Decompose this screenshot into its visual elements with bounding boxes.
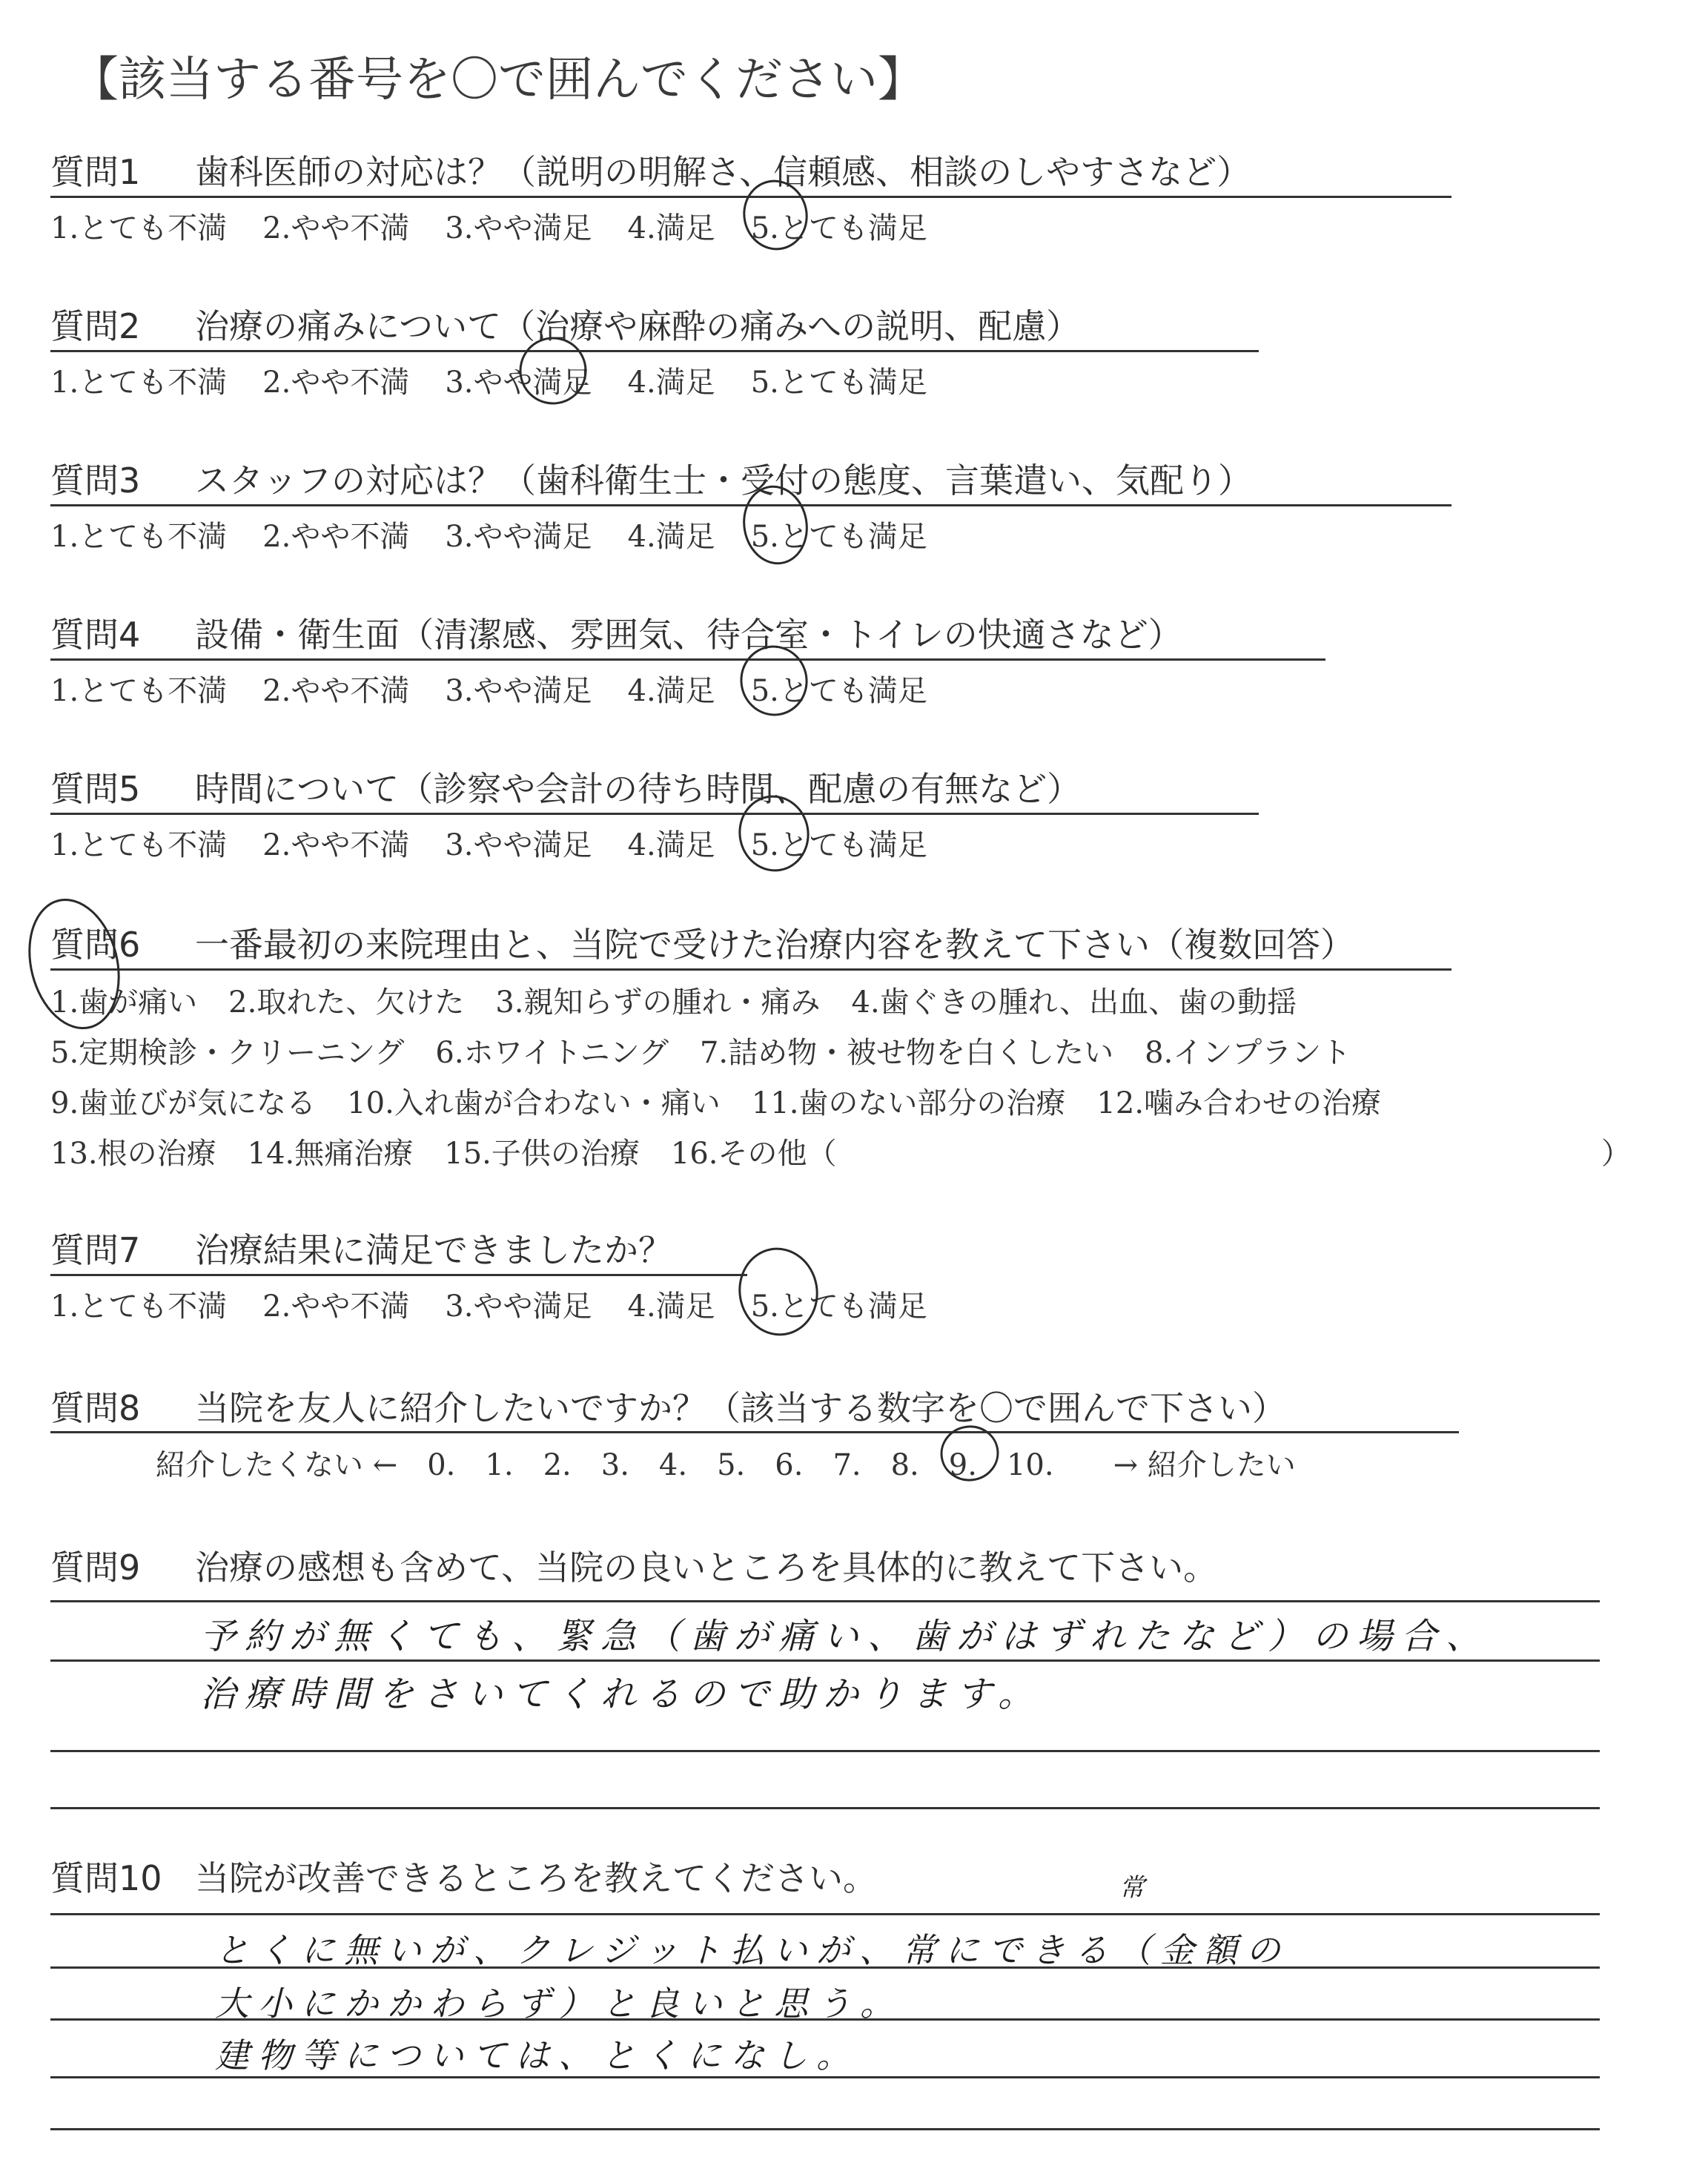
q4-option-2[interactable]: 2.やや不満 bbox=[262, 674, 410, 708]
q7-underline bbox=[50, 1274, 747, 1276]
q6-option[interactable]: 9.歯並びが気になる bbox=[50, 1086, 317, 1120]
q6-option[interactable]: 10.入れ歯が合わない・痛い bbox=[347, 1086, 721, 1120]
q3-option-2[interactable]: 2.やや不満 bbox=[262, 520, 410, 554]
q6-option[interactable]: 4.歯ぐきの腫れ、出血、歯の動揺 bbox=[851, 985, 1297, 1020]
q6-option[interactable]: 1.歯が痛い bbox=[50, 985, 198, 1020]
q8-scale-value[interactable]: 5. bbox=[717, 1448, 746, 1482]
q7-option-4[interactable]: 4.満足 bbox=[627, 1289, 715, 1324]
q2-options bbox=[50, 359, 963, 401]
q3-option-1[interactable]: 1.とても不満 bbox=[50, 520, 228, 554]
q10-number: 質問10 bbox=[50, 1858, 162, 1898]
q1-number: 質問1 bbox=[50, 152, 141, 192]
q3-underline bbox=[50, 504, 1452, 506]
q9-writing-line bbox=[50, 1659, 1600, 1662]
q7-option-1[interactable]: 1.とても不満 bbox=[50, 1289, 228, 1324]
q1-title bbox=[50, 145, 1251, 194]
q8-underline bbox=[50, 1431, 1459, 1433]
q2-option-4[interactable]: 4.満足 bbox=[627, 366, 715, 400]
q4-title bbox=[50, 608, 1182, 657]
q4-number: 質問4 bbox=[50, 615, 141, 655]
q2-option-3[interactable]: 3.やや満足 bbox=[445, 366, 592, 400]
q5-option-4[interactable]: 4.満足 bbox=[627, 828, 715, 862]
q3-options bbox=[50, 513, 963, 555]
q7-option-5[interactable]: 5.とても満足 bbox=[750, 1289, 927, 1324]
q10-correction: 常 bbox=[1119, 1873, 1145, 1903]
q6-option[interactable]: 7.詰め物・被せ物を白くしたい bbox=[699, 1036, 1114, 1070]
q8-scale-value[interactable]: 0. bbox=[427, 1448, 456, 1482]
q4-option-1[interactable]: 1.とても不満 bbox=[50, 674, 228, 708]
q6-option[interactable]: 15.子供の治療 bbox=[444, 1137, 640, 1171]
q1-option-3[interactable]: 3.やや満足 bbox=[445, 211, 592, 245]
q7-text: 治療結果に満足できましたか？ bbox=[195, 1230, 672, 1270]
q6-number: 質問6 bbox=[50, 925, 141, 965]
q10-writing-line bbox=[50, 1913, 1600, 1915]
q9-writing-line bbox=[50, 1600, 1600, 1602]
q8-scale-value[interactable]: 3. bbox=[600, 1448, 629, 1482]
q10-title bbox=[50, 1852, 877, 1900]
q6-other-close: ） bbox=[1601, 1137, 1631, 1171]
q6-option[interactable]: 5.定期検診・クリーニング bbox=[50, 1036, 405, 1070]
q2-underline bbox=[50, 350, 1259, 352]
q6-option[interactable]: 8.インプラント bbox=[1145, 1036, 1351, 1070]
q5-option-1[interactable]: 1.とても不満 bbox=[50, 828, 228, 862]
q9-text: 治療の感想も含めて、当院の良いところを具体的に教えて下さい。 bbox=[195, 1548, 1218, 1588]
q3-text: スタッフの対応は？（歯科衛生士・受付の態度、言葉遣い、気配り） bbox=[195, 460, 1252, 501]
q6-text: 一番最初の来院理由と、当院で受けた治療内容を教えて下さい（複数回答） bbox=[195, 925, 1354, 965]
q8-title bbox=[50, 1381, 1286, 1430]
q1-underline bbox=[50, 196, 1452, 198]
q10-answer-line-3: 建物等については、とくになし。 bbox=[215, 2035, 860, 2075]
q1-option-5[interactable]: 5.とても満足 bbox=[750, 211, 927, 245]
q4-options bbox=[50, 667, 963, 710]
q3-option-3[interactable]: 3.やや満足 bbox=[445, 520, 592, 554]
q5-text: 時間について（診察や会計の待ち時間、配慮の有無など） bbox=[195, 769, 1082, 809]
q6-option[interactable]: 2.取れた、欠けた bbox=[228, 985, 465, 1020]
q7-option-2[interactable]: 2.やや不満 bbox=[262, 1289, 410, 1324]
q2-text: 治療の痛みについて（治療や麻酔の痛みへの説明、配慮） bbox=[195, 306, 1081, 346]
q8-scale-value[interactable]: 10. bbox=[1006, 1448, 1054, 1482]
q6-option[interactable]: 13.根の治療 bbox=[50, 1137, 216, 1171]
q4-text: 設備・衛生面（清潔感、雰囲気、待合室・トイレの快適さなど） bbox=[195, 615, 1182, 655]
q4-underline bbox=[50, 658, 1325, 661]
q4-option-4[interactable]: 4.満足 bbox=[627, 674, 715, 708]
q8-low-label: 紹介したくない ← bbox=[156, 1448, 398, 1482]
q10-text: 当院が改善できるところを教えてください。 bbox=[195, 1858, 877, 1898]
q6-option-row bbox=[50, 1029, 1382, 1071]
q9-title bbox=[50, 1541, 1217, 1590]
q5-title bbox=[50, 762, 1081, 811]
q6-option-row bbox=[50, 1080, 1412, 1122]
q6-underline bbox=[50, 968, 1452, 971]
q8-scale bbox=[156, 1441, 1325, 1484]
q3-option-4[interactable]: 4.満足 bbox=[627, 520, 715, 554]
q6-option[interactable]: 3.親知らずの腫れ・痛み bbox=[495, 985, 821, 1020]
q2-option-2[interactable]: 2.やや不満 bbox=[262, 366, 410, 400]
q7-option-3[interactable]: 3.やや満足 bbox=[445, 1289, 592, 1324]
q1-option-1[interactable]: 1.とても不満 bbox=[50, 211, 228, 245]
q2-option-1[interactable]: 1.とても不満 bbox=[50, 366, 228, 400]
q8-scale-value[interactable]: 2. bbox=[543, 1448, 572, 1482]
q10-answer-line-2: 大小にかかわらず）と良いと思う。 bbox=[215, 1984, 903, 2024]
q6-option-row bbox=[50, 979, 1328, 1021]
q3-option-5[interactable]: 5.とても満足 bbox=[750, 520, 927, 554]
q4-option-5[interactable]: 5.とても満足 bbox=[750, 674, 927, 708]
q10-writing-line bbox=[50, 2128, 1600, 2130]
q1-option-4[interactable]: 4.満足 bbox=[627, 211, 715, 245]
q6-option[interactable]: 16.その他（ bbox=[670, 1137, 837, 1171]
q2-number: 質問2 bbox=[50, 306, 141, 346]
q6-option[interactable]: 11.歯のない部分の治療 bbox=[751, 1086, 1066, 1120]
q6-option-row bbox=[50, 1130, 868, 1172]
q6-title bbox=[50, 918, 1354, 967]
q8-scale-value[interactable]: 4. bbox=[658, 1448, 688, 1482]
q7-options bbox=[50, 1283, 963, 1325]
q5-option-5[interactable]: 5.とても満足 bbox=[750, 828, 927, 862]
q1-text: 歯科医師の対応は？（説明の明解さ、信頼感、相談のしやすさなど） bbox=[195, 152, 1251, 192]
q2-title bbox=[50, 300, 1080, 349]
q6-option[interactable]: 12.噛み合わせの治療 bbox=[1096, 1086, 1382, 1120]
q6-option[interactable]: 14.無痛治療 bbox=[247, 1137, 414, 1171]
q8-scale-value[interactable]: 1. bbox=[485, 1448, 514, 1482]
q9-writing-line bbox=[50, 1750, 1600, 1752]
q9-number: 質問9 bbox=[50, 1548, 141, 1588]
q9-writing-line bbox=[50, 1807, 1600, 1809]
q3-number: 質問3 bbox=[50, 460, 141, 501]
q8-scale-value[interactable]: 8. bbox=[890, 1448, 919, 1482]
q8-scale-value[interactable]: 6. bbox=[775, 1448, 804, 1482]
q8-scale-value[interactable]: 9. bbox=[948, 1448, 977, 1482]
q8-scale-value[interactable]: 7. bbox=[833, 1448, 861, 1482]
q5-number: 質問5 bbox=[50, 769, 141, 809]
q1-option-2[interactable]: 2.やや不満 bbox=[262, 211, 410, 245]
q8-high-label: → 紹介したい bbox=[1113, 1448, 1296, 1482]
q1-options bbox=[50, 205, 963, 247]
q9-answer-line-2: 治療時間をさいてくれるので助かります。 bbox=[200, 1674, 1043, 1715]
q3-title bbox=[50, 454, 1252, 503]
q9-answer-line-1: 予約が無くても、緊急（歯が痛い、歯がはずれたなど）の場合、 bbox=[200, 1616, 1491, 1657]
q10-answer-line-1: とくに無いが、クレジット払いが、常にできる（金額の bbox=[215, 1930, 1289, 1970]
q5-underline bbox=[50, 813, 1259, 815]
q5-option-3[interactable]: 3.やや満足 bbox=[445, 828, 592, 862]
q2-option-5[interactable]: 5.とても満足 bbox=[750, 366, 927, 400]
q4-option-3[interactable]: 3.やや満足 bbox=[445, 674, 592, 708]
q6-option[interactable]: 6.ホワイトニング bbox=[435, 1036, 669, 1070]
instruction-header: 【該当する番号を〇で囲んでください】 bbox=[71, 53, 925, 108]
q5-options bbox=[50, 822, 963, 864]
q8-number: 質問8 bbox=[50, 1388, 141, 1428]
q5-option-2[interactable]: 2.やや不満 bbox=[262, 828, 410, 862]
q8-text: 当院を友人に紹介したいですか？（該当する数字を〇で囲んで下さい） bbox=[195, 1388, 1286, 1428]
q7-title bbox=[50, 1223, 672, 1272]
q7-number: 質問7 bbox=[50, 1230, 141, 1270]
